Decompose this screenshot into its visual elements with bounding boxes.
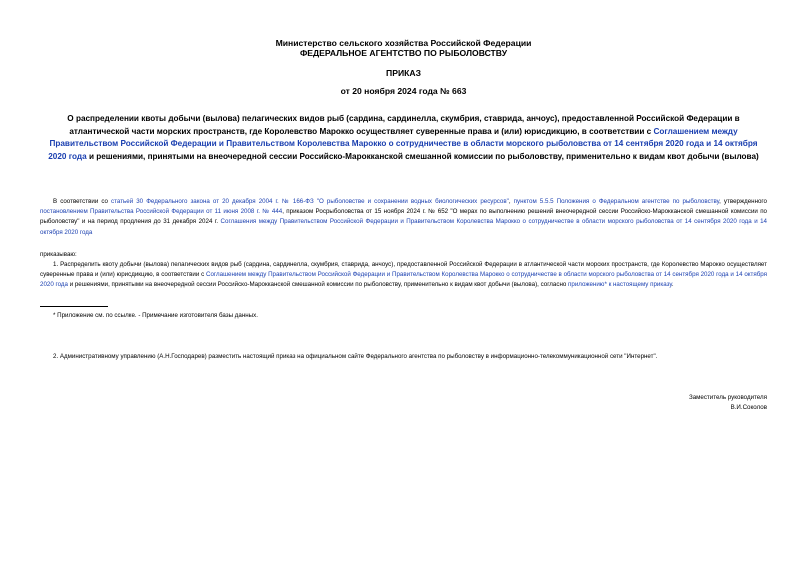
preamble-text-1: В соответствии со	[53, 198, 112, 205]
preamble-text-2: ,	[508, 198, 514, 205]
item-1-agreement-link[interactable]: Соглашением между Правительством Российской Федерации и Правительством Королевства Марокко о сотрудничестве в области морского рыболовства от 14 сентября 2020 года и 14 октября 2020 года	[40, 271, 767, 289]
agency-name: ФЕДЕРАЛЬНОЕ АГЕНТСТВО ПО РЫБОЛОВСТВУ	[299, 48, 508, 58]
item-1-text-1: 1. Распределить квоту добычи (вылова) пелагических видов рыб (сардина, сардинелла, скумбрия, ставрида, анчоус), предоставленной Российской Федерации в атлантической части морских пространств, где Королевство Марокко осуществляет суверенные права и (или) юрисдикцию, в соответствии с	[40, 261, 767, 279]
title-text-1: О распределении квоты добычи (вылова) пелагических видов рыб (сардина, сардинелла, скумбрия, ставрида, анчоус), предоставленной Российской Федерации в атлантической части морских пространств, где Королевство Марокко осуществляет суверенные права и (или) юрисдикцию, в соответствии с	[67, 114, 740, 136]
preamble-paragraph	[40, 197, 767, 238]
law-article-link[interactable]: статьей 30 Федерального закона от 20 декабря 2004 г. № 166-ФЗ "О рыболовстве и сохранении водных биологических ресурсов"	[111, 198, 509, 205]
document-date-number: от 20 ноября 2024 года № 663	[340, 86, 467, 96]
footnote: * Приложение см. по ссылке. - Примечание изготовителя базы данных.	[53, 312, 258, 319]
item-1-text-2: и решениями, принятыми на внеочередной сессии Российско-Марокканской смешанной комиссии по рыболовству, применительно к видам квот добычи (вылова), согласно	[67, 281, 569, 289]
title-agreement-link[interactable]: Соглашением между Правительством Российской Федерации и Правительством Королевства Марокко о сотрудничестве в области морского рыболовства от 14 сентября 2020 года и 14 октября 2020 года	[48, 126, 758, 161]
item-1-text-3: .	[671, 281, 674, 289]
preamble-text-4: , приказом Росрыболовства от 15 ноября 2024 г. № 652 "О мерах по выполнению решений внеочередной сессии Российско-Марокканской смешанной комиссии по рыболовству" и на период продления до 31 декабря 2024 г.	[40, 208, 767, 226]
preamble-agreement-link[interactable]: Соглашения между Правительством Российской Федерации и Правительством Королевства Марокко о сотрудничестве в области морского рыболовства от 14 сентября 2020 года и 14 октября 2020 года	[40, 218, 768, 236]
preamble-text-3: , утвержденного	[719, 198, 767, 205]
footnote-divider	[40, 306, 108, 307]
regulation-clause-link[interactable]: пунктом 5.5.5 Положения о Федеральном агентстве по рыболовству	[513, 198, 720, 205]
document-title	[40, 113, 767, 163]
document-type: ПРИКАЗ	[386, 68, 421, 78]
item-2-paragraph: 2. Административному управлению (А.Н.Господарев) разместить настоящий приказ на официальном сайте Федерального агентства по рыболовству в информационно-телекоммуникационной сети "Интернет".	[53, 353, 658, 360]
item-1-paragraph	[40, 260, 767, 291]
ministry-name: Министерство сельского хозяйства Российской Федерации	[275, 38, 532, 48]
signatory-position: Заместитель руководителя	[688, 394, 767, 401]
government-decree-link[interactable]: постановлением Правительства Российской Федерации от 11 июня 2008 г. № 444	[40, 208, 283, 216]
order-word: приказываю:	[40, 251, 77, 258]
signatory-name: В.И.Соколов	[730, 404, 767, 411]
appendix-link[interactable]: приложению* к настоящему приказу	[568, 281, 672, 289]
title-text-2: и решениями, принятыми на внеочередной сессии Российско-Марокканской смешанной комиссии по рыболовству, применительно к видам квот добычи (вылова)	[86, 151, 759, 161]
